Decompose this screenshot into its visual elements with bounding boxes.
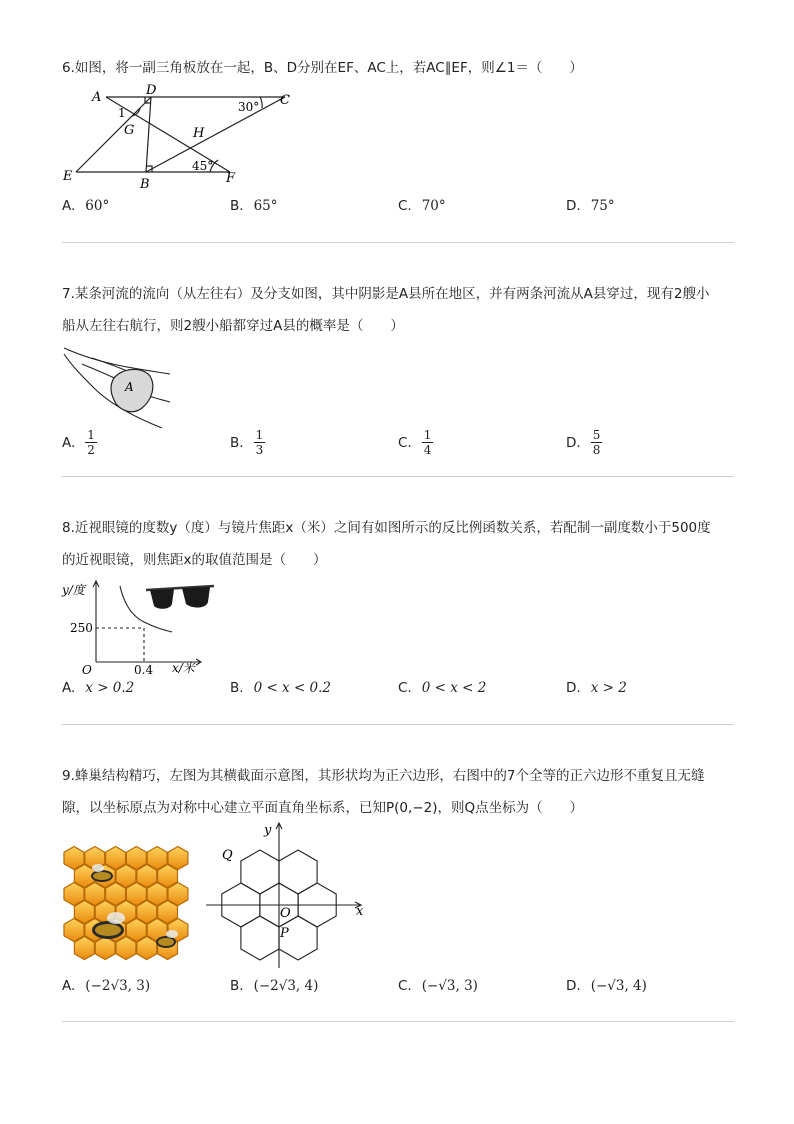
q7-option-b[interactable]: B. $\frac{1}{3}$: [230, 428, 264, 457]
q9-option-a[interactable]: A. (−2√3, 3): [62, 978, 151, 994]
q6-option-d[interactable]: D. 75°: [566, 198, 615, 214]
sunglasses-icon: [144, 584, 216, 612]
q7-option-a[interactable]: A. $\frac{1}{2}$: [62, 428, 95, 457]
q7-river-figure: [62, 344, 172, 430]
question-6-stem: 6.如图，将一副三角板放在一起，B、D分别在EF、AC上，若AC∥EF，则∠1＝（ ）: [62, 60, 583, 76]
question-9-stem-line1: 9.蜂巢结构精巧，左图为其横截面示意图，其形状均为正六边形，右图中的7个全等的正六边形不重复且无缝: [62, 768, 705, 784]
q6-label-d: D: [146, 84, 157, 98]
q6-label-a: A: [92, 90, 102, 105]
q7-label-a: A: [125, 380, 134, 394]
q6-label-g: G: [124, 123, 135, 138]
question-8-stem-line2: 的近视眼镜，则焦距x的取值范围是（ ）: [62, 552, 327, 568]
honeycomb-picture: [62, 846, 190, 962]
q9-label-o: O: [280, 906, 291, 921]
q6-triangle-figure: [60, 84, 300, 190]
q7-options: [62, 428, 742, 458]
q6-label-1: 1: [118, 106, 126, 120]
q8-option-b[interactable]: B. 0 < x < 0.2: [230, 680, 332, 696]
question-7-stem-line1: 7.某条河流的流向（从左往右）及分支如图，其中阴影是A县所在地区，并有两条河流从A县穿过，现有2艘小: [62, 286, 710, 302]
q6-label-30deg: 30°: [238, 100, 260, 114]
q6-label-45deg: 45°: [192, 159, 214, 173]
question-9-stem-line2: 隙，以坐标原点为对称中心建立平面直角坐标系，已知P(0,−2)，则Q点坐标为（ ）: [62, 800, 584, 816]
q9-label-x: x: [356, 904, 364, 919]
q8-origin-label: O: [82, 663, 92, 676]
honeycomb-cell: [137, 937, 157, 960]
q8-option-a[interactable]: A. x > 0.2: [62, 680, 135, 696]
question-8: [62, 512, 742, 576]
divider: [62, 1021, 734, 1022]
honeycomb-cell: [74, 937, 94, 960]
divider: [62, 242, 734, 243]
q6-label-e: E: [63, 169, 73, 184]
q7-option-c[interactable]: C. $\frac{1}{4}$: [398, 428, 432, 457]
q6-label-h: H: [193, 126, 205, 141]
question-6: [62, 52, 742, 84]
q9-options: [62, 978, 742, 1008]
hexagon-cell: [279, 850, 317, 894]
q6-option-c[interactable]: C. 70°: [398, 198, 446, 214]
hexagon-cell: [241, 850, 279, 894]
q8-option-d[interactable]: D. x > 2: [566, 680, 627, 696]
q9-label-q: Q: [222, 848, 233, 863]
q9-option-b[interactable]: B. (−2√3, 4): [230, 978, 319, 994]
q8-options: [62, 680, 742, 710]
question-8-stem-line1: 8.近视眼镜的度数y（度）与镜片焦距x（米）之间有如图所示的反比例函数关系，若配制一副度数小于500度: [62, 520, 711, 536]
q9-option-d[interactable]: D. (−√3, 4): [566, 978, 647, 994]
divider: [62, 724, 734, 725]
q7-option-d[interactable]: D. $\frac{5}{8}$: [566, 428, 601, 457]
q8-y-tick-250: 250: [70, 621, 93, 635]
question-7-stem-line2: 船从左往右航行，则2艘小船都穿过A县的概率是（ ）: [62, 318, 404, 334]
question-7: [62, 278, 742, 342]
question-9: [62, 760, 742, 824]
q8-x-axis-label: x/米: [172, 661, 195, 675]
q8-option-c[interactable]: C. 0 < x < 2: [398, 680, 487, 696]
q6-options: [62, 198, 742, 228]
q8-x-tick-0.4: 0.4: [134, 663, 154, 676]
hexagon-coordinate-figure: [204, 820, 374, 970]
q9-label-y: y: [264, 823, 272, 838]
divider: [62, 476, 734, 477]
hexagon-cell: [241, 916, 279, 960]
q6-option-a[interactable]: A. 60°: [62, 198, 110, 214]
q6-label-f: F: [226, 171, 236, 186]
honeycomb-cell: [95, 937, 115, 960]
q6-label-b: B: [140, 177, 150, 190]
q8-y-axis-label: y/度: [62, 583, 85, 597]
q9-option-c[interactable]: C. (−√3, 3): [398, 978, 478, 994]
q6-option-b[interactable]: B. 65°: [230, 198, 278, 214]
q6-label-c: C: [280, 93, 290, 108]
q9-label-p: P: [280, 926, 289, 941]
honeycomb-cell: [116, 937, 136, 960]
